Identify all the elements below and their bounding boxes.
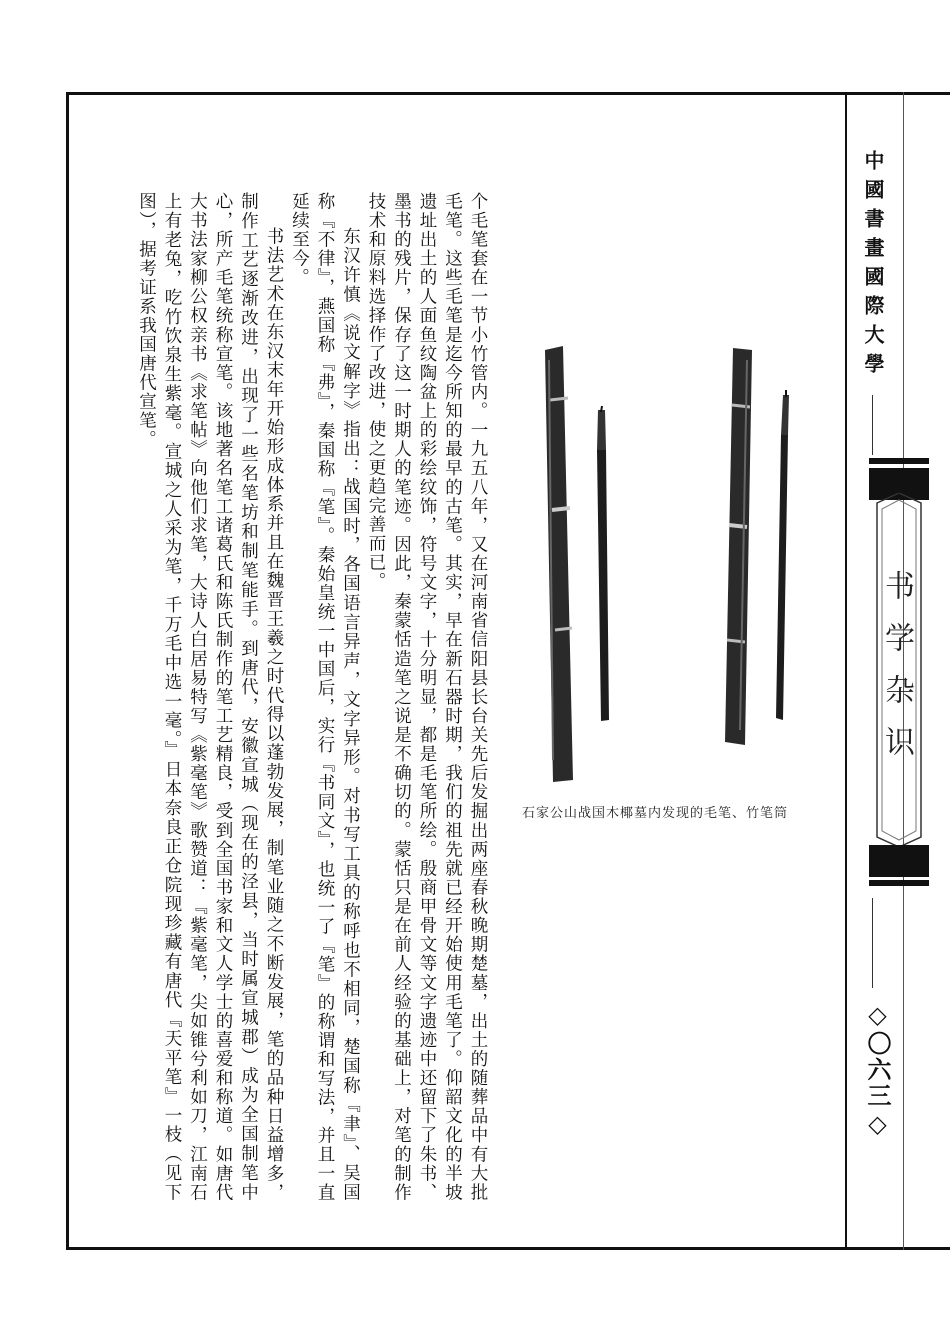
brush-right — [776, 390, 789, 720]
brush-photo — [535, 340, 805, 795]
diamond-ornament-icon: ◇ — [863, 1000, 892, 1031]
bamboo-tube-left — [545, 346, 573, 782]
page-number-text: 〇六三 — [863, 1031, 892, 1109]
banner-bottom-block — [869, 845, 929, 877]
page-number — [862, 1000, 892, 1140]
institution-name: 中國書畫國際大學 — [861, 150, 885, 382]
body-text — [130, 192, 490, 1202]
banner-top-bar — [869, 458, 929, 464]
paragraph: 东汉许慎《说文解字》指出：战国时，各国语言异声，文字异形。对书写工具的称呼也不相同，楚国称『聿』、吴国称『不律』，燕国称『弗』，秦国称『笔』。秦始皇统一中国后，实行『书同文』，也统一了『笔』的称谓和写法，并且一直延续至今。 — [289, 192, 361, 1202]
sidebar-rule-top — [872, 395, 873, 455]
paragraph: 个毛笔套在一节小竹管内。一九五八年，又在河南省信阳县长台关先后发掘出两座春秋晚期楚墓，出土的随葬品中有大批毛笔。这些毛笔是迄今所知的最早的古笔。其实，早在新石器时期，我们的祖先就已经开始使用毛笔了。仰韶文化的半坡遗址出土的人面鱼纹陶盆上的彩绘纹饰，符号文字，十分明显，都是毛笔所绘。殷商甲骨文等文字遗迹中还留下了朱书、墨书的残片，保存了这一时期人的笔迹。因此，秦蒙恬造笔之说是不确切的。蒙恬只是在前人经验的基础上，对笔的制作技术和原料选择作了改进，使之更趋完善而已。 — [366, 192, 488, 1202]
brush-left — [597, 406, 609, 721]
bamboo-tube-right — [725, 348, 752, 745]
section-title: 书学杂识 — [879, 570, 914, 778]
paragraph: 书法艺术在东汉末年开始形成体系并且在魏晋王羲之时代得以蓬勃发展，制笔业随之不断发展，笔的品种日益增多，制作工艺逐渐改进，出现了一些名笔坊和制笔能手。到唐代，安徽宣城（现在的泾县，当时属宣城郡）成为全国制笔中心，所产毛笔统称宣笔。该地著名笔工诸葛氏和陈氏制作的笔工艺精良，受到全国书家和文人学士的喜爱和称道。如唐代大书法家柳公权亲书《求笔帖》向他们求笔，大诗人白居易特写《紫毫笔》歌赞道：『紫毫笔，尖如锥兮利如刀，江南石上有老兔，吃竹饮泉生紫毫。宣城之人采为笔，千万毛中选一毫。』日本奈良正仓院现珍藏有唐代『天平笔』一枝（见下图），据考证系我国唐代宣笔。 — [136, 192, 284, 1202]
figure-caption: 石家公山战国木椰墓内发现的毛笔、竹笔筒 — [522, 806, 789, 821]
diamond-ornament-icon: ◇ — [863, 1109, 892, 1140]
sidebar-divider — [845, 92, 847, 1250]
banner-bottom-bar — [869, 880, 929, 886]
sidebar-rule-bottom — [872, 898, 873, 988]
